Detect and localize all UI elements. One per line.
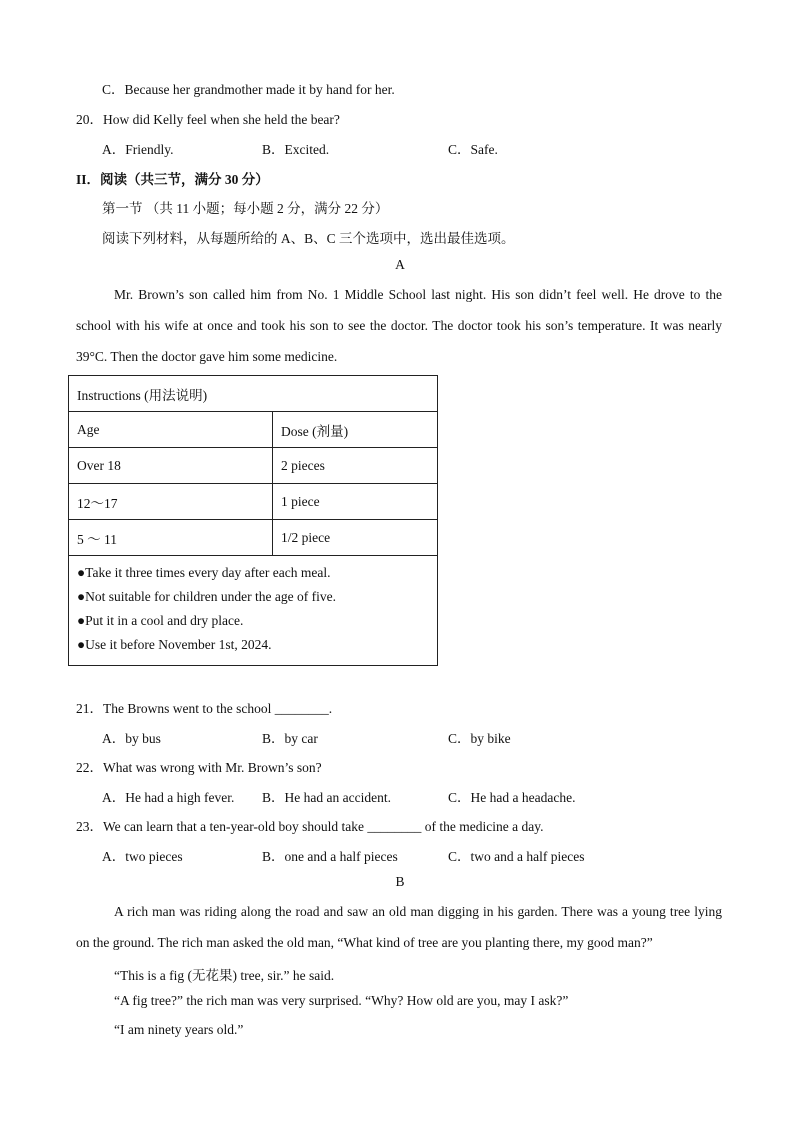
q22-option-b: B．He had an accident. [262, 790, 391, 805]
note-item: ●Put it in a cool and dry place. [77, 613, 244, 628]
q23-option-b: B．one and a half pieces [262, 849, 398, 864]
q19-option-c: C．Because her grandmother made it by hand for her. [102, 82, 395, 97]
q22-option-c: C．He had a headache. [448, 790, 576, 805]
q21-question: 21．The Browns went to the school ________. [76, 701, 333, 716]
q22-option-a: A．He had a high fever. [102, 790, 235, 805]
table-row [69, 520, 438, 556]
passage-a-label: A [395, 257, 405, 272]
q20-option-a: A．Friendly. [102, 142, 174, 157]
table-cell-age: Over 18 [69, 448, 273, 484]
part-heading: 第一节 （共 11 小题；每小题 2 分，满分 22 分） [102, 201, 389, 216]
q20-option-c: C．Safe. [448, 142, 498, 157]
table-row [69, 484, 438, 520]
q23-option-c: C．two and a half pieces [448, 849, 585, 864]
passage-a-text: Mr. Brown’s son called him from No. 1 Middle School last night. His son didn’t feel well. He drove to the school with his wife at once and took his son to see the doctor. The doctor took his son’s temperature. It was nearly 39°C. Then the doctor gave him some medicine. [76, 287, 722, 364]
section-heading: II．阅读（共三节，满分 30 分） [76, 172, 269, 187]
q21-option-b: B．by car [262, 731, 318, 746]
table-header-age: Age [69, 412, 273, 448]
table-cell-dose: 1/2 piece [273, 520, 438, 556]
note-item: ●Not suitable for children under the age of five. [77, 589, 336, 604]
table-row [69, 448, 438, 484]
table-cell-age: 5 ～ 11 [69, 520, 273, 556]
passage-b-label: B [395, 874, 405, 889]
q22-question: 22．What was wrong with Mr. Brown’s son? [76, 760, 322, 775]
q21-option-c: C．by bike [448, 731, 511, 746]
table-notes [69, 556, 438, 666]
table-cell-age: 12～17 [69, 484, 273, 520]
table-title: Instructions (用法说明) [69, 376, 438, 412]
instructions-table [68, 375, 438, 666]
table-header-dose: Dose (剂量) [273, 412, 438, 448]
passage-b-text: A rich man was riding along the road and saw an old man digging in his garden. There was a young tree lying on the ground. The rich man asked the old man, “What kind of tree are you planting there, my good man?” [76, 904, 722, 950]
section-instruction: 阅读下列材料，从每题所给的 A、B、C 三个选项中，选出最佳选项。 [102, 231, 515, 246]
q23-option-a: A．two pieces [102, 849, 183, 864]
note-item: ●Take it three times every day after each meal. [77, 565, 331, 580]
q21-option-a: A．by bus [102, 731, 161, 746]
q23-question: 23．We can learn that a ten-year-old boy should take ________ of the medicine a day. [76, 819, 544, 834]
table-cell-dose: 1 piece [273, 484, 438, 520]
q20-option-b: B．Excited. [262, 142, 330, 157]
note-item: ●Use it before November 1st, 2024. [77, 637, 272, 652]
dialogue-line: “I am ninety years old.” [114, 1022, 244, 1037]
q20-question: 20．How did Kelly feel when she held the bear? [76, 112, 340, 127]
dialogue-line: “A fig tree?” the rich man was very surprised. “Why? How old are you, may I ask?” [114, 993, 569, 1008]
dialogue-line: “This is a fig (无花果) tree, sir.” he said. [114, 968, 335, 983]
table-cell-dose: 2 pieces [273, 448, 438, 484]
